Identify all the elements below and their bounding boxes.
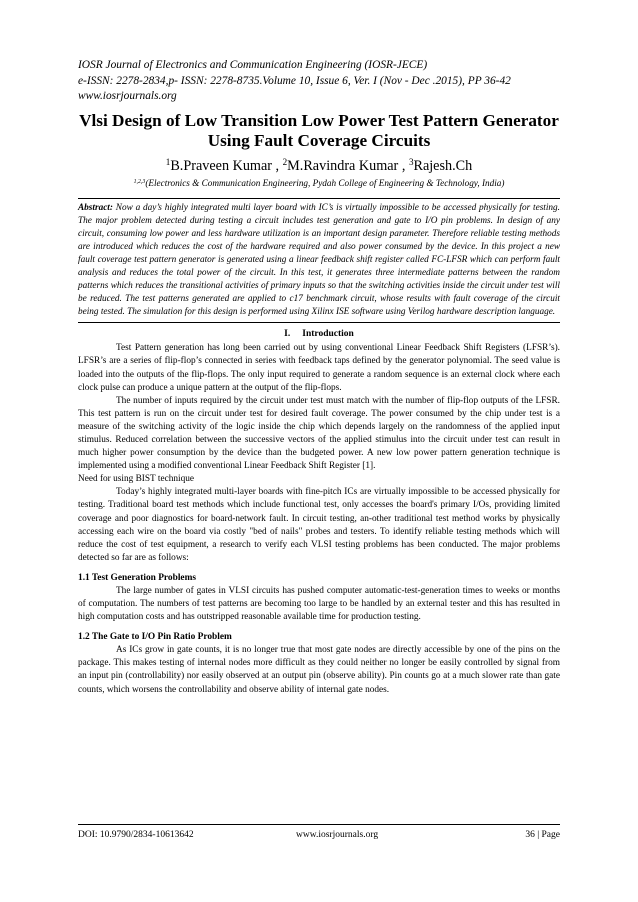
section-title: Introduction: [302, 329, 354, 340]
footer-rule: [78, 824, 560, 825]
author-list: [78, 158, 560, 175]
abstract-bottom-rule: [78, 322, 560, 323]
journal-header: [78, 58, 560, 105]
section-number: I.: [284, 329, 291, 340]
affiliation-text: (Electronics & Communication Engineering, Pydah College of Engineering & Technology, India): [145, 177, 505, 188]
page-footer: [78, 829, 560, 841]
bist-need-line: Need for using BIST technique: [78, 474, 195, 485]
subsection-1-1-text: The large number of gates in VLSI circuits has pushed computer automatic-test-generation times to weeks or months of computation. The numbers of test patterns are becoming too large to be handled by an external tester and this has resulted in high computation costs and has outstripped reasonable available time for production testing.: [78, 585, 560, 623]
author-3: Rajesh.Ch: [413, 157, 473, 174]
footer-page-number: 36 | Page: [525, 830, 560, 840]
paper-page: [78, 58, 560, 697]
intro-paragraph-3: Today’s highly integrated multi-layer boards with fine-pitch ICs are virtually impossible to be accessed physically for testing. Traditional board test methods which include functional test, only accesses the board's primary I/Os, providing limited coverage and poor diagnostics for board-network fault. In circuit testing, an-other traditional test method works by physically accessing each wire on the board via costly "bed of nails" probes and testers. To identify reliable testing methods which will reduce the cost of test equipment, a research to verify each VLSI testing problems has been conducted. The major problems detected so far are as follows:: [78, 487, 560, 563]
author-1-sup: 1: [165, 156, 171, 167]
author-1: B.Praveen Kumar ,: [170, 157, 283, 174]
affiliation-sup: 1,2,3: [133, 178, 146, 185]
section-heading: [78, 328, 560, 341]
title-line-1: Vlsi Design of Low Transition Low Power Test Pattern Generator: [79, 110, 559, 130]
paper-title: [78, 111, 560, 151]
intro-paragraph-1: Test Pattern generation has long been carried out by using conventional Linear Feedback Shift Registers (LFSR’s). LFSR’s are a series of flip-flop’s connected in series with feedback taps defined by the generator polynomial. The seed value is loaded into the outputs of the flip-flops. The only input required to generate a random sequence is an external clock where each clock pulse can produce a unique pattern at the output of the flip-flops.: [78, 343, 560, 393]
journal-issn: e-ISSN: 2278-2834,p- ISSN: 2278-8735.Volume 10, Issue 6, Ver. I (Nov - Dec .2015), PP 36-42: [78, 74, 511, 87]
subsection-1-2-text: As ICs grow in gate counts, it is no longer true that most gate nodes are directly accessible by one of the pins on the package. This makes testing of internal nodes more difficult as they could neither no longer be easily controlled by signal from an input pin (controllability) nor easily observed at an output pin (observe ability). Pin counts go at a much slower rate than gate counts, which worsens the controllability and observe ability of internal gate nodes.: [78, 645, 560, 695]
subsection-1-2-heading: 1.2 The Gate to I/O Pin Ratio Problem: [78, 632, 232, 643]
abstract: [78, 202, 560, 320]
title-line-2: Using Fault Coverage Circuits: [207, 130, 431, 150]
abstract-top-rule: [78, 198, 560, 199]
abstract-label: Abstract:: [78, 202, 113, 213]
journal-name: IOSR Journal of Electronics and Communication Engineering (IOSR-JECE): [78, 59, 428, 71]
journal-url: www.iosrjournals.org: [78, 90, 177, 102]
author-2-sup: 2: [282, 156, 288, 167]
intro-paragraph-2: The number of inputs required by the circuit under test must match with the number of flip-flop outputs of the LFSR. This test pattern is run on the circuit under test for desired fault coverage. The power consumed by the chip under test is a measure of the switching activity of the logic inside the chip which depends largely on the randomness of the applied input stimulus. Reduced correlation between the successive vectors of the applied stimulus into the circuit under test can result in much higher power consumption by the device than the budgeted power. A new low power pattern generation technique is implemented using a modified conventional Linear Feedback Shift Register [1].: [78, 395, 560, 472]
author-3-sup: 3: [408, 156, 414, 167]
affiliation: [78, 177, 560, 189]
author-2: M.Ravindra Kumar ,: [287, 157, 409, 174]
subsection-1-1-heading: 1.1 Test Generation Problems: [78, 572, 197, 583]
footer-doi: DOI: 10.9790/2834-10613642: [78, 830, 194, 840]
abstract-text: Now a day’s highly integrated multi layer board with IC’s is virtually impossible to be accessed physically for testing. The major problem detected during testing a circuit includes test generation and gate to I/O pin problems. In design of any circuit, consuming low power and less hardware utilization is an important design parameter. Therefore reliable testing methods are introduced which reduces the cost of the hardware required and also power consumed by the device. In this project a new fault coverage test pattern generator is generated using a linear feedback shift register called FC-LFSR which can perform fault analysis and reduces the total power of the circuit. In this test, it generates three intermediate patterns between the random patterns which reduces the transitional activities of primary inputs so that the switching activities inside the circuit under test will be reduced. The test patterns generated are applied to c17 benchmark circuit, whose results with fault coverage of the circuit being tested. The simulation for this design is performed using Xilinx ISE software using Verilog hardware description language.: [78, 202, 560, 318]
footer-site: www.iosrjournals.org: [296, 830, 379, 840]
